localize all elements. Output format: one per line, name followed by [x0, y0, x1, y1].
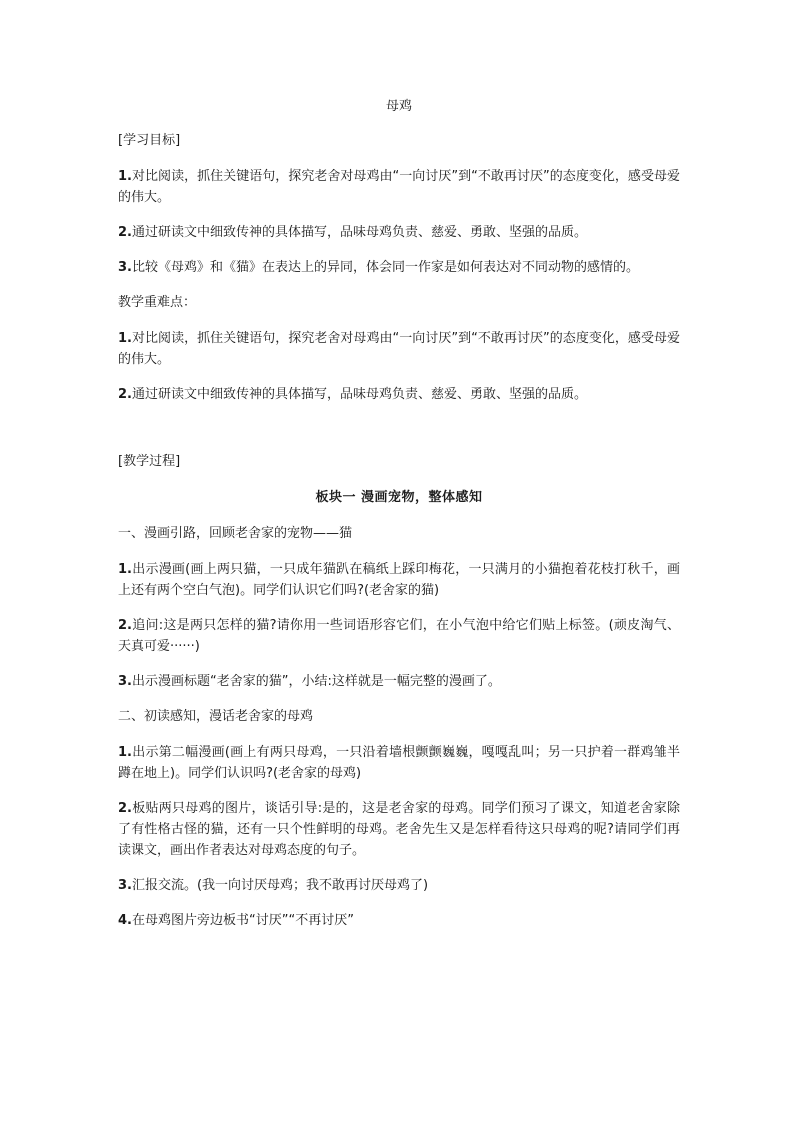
part2-item	[118, 875, 680, 896]
goal-text: 比较《母鸡》和《猫》在表达上的异同，体会同一作家是如何表达对不同动物的感情的。	[131, 260, 639, 275]
part1-item	[118, 671, 680, 692]
goal-text: 对比阅读，抓住关键语句，探究老舍对母鸡由“一向讨厌”到“不敢再讨厌”的态度变化，感受母爱的伟大。	[118, 169, 680, 205]
goal-number: 3.	[118, 260, 132, 275]
part1-text: 出示漫画(画上两只猫，一只成年猫趴在稿纸上踩印梅花，一只满月的小猫抱着花枝打秋千，画上还有两个空白气泡)。同学们认识它们吗?(老舍家的猫)	[118, 562, 680, 598]
part1-number: 3.	[118, 674, 132, 689]
part2-item	[118, 910, 680, 931]
key-point-number: 1.	[118, 331, 132, 346]
part1-text: 追问:这是两只怎样的猫?请你用一些词语形容它们，在小气泡中给它们贴上标签。(顽皮淘气、天真可爱······)	[118, 618, 680, 654]
part2-number: 4.	[118, 913, 132, 928]
block-title: 板块一 漫画宠物，整体感知	[315, 490, 483, 505]
part2-number: 3.	[118, 878, 132, 893]
part1-heading: 一、漫画引路，回顾老舍家的宠物——猫	[118, 526, 353, 541]
part2-text: 汇报交流。(我一向讨厌母鸡；我不敢再讨厌母鸡了)	[131, 878, 429, 893]
part2-heading: 二、初读感知，漫话老舍家的母鸡	[118, 709, 314, 724]
key-point-number: 2.	[118, 387, 132, 402]
part2-text: 出示第二幅漫画(画上有两只母鸡，一只沿着墙根颤颤巍巍，嘎嘎乱叫；另一只护着一群鸡雏半蹲在地上)。同学们认识吗?(老舍家的母鸡)	[118, 745, 680, 781]
part1-item	[118, 559, 680, 601]
key-point-item	[118, 384, 680, 405]
part2-item	[118, 742, 680, 784]
goal-text: 通过研读文中细致传神的具体描写，品味母鸡负责、慈爱、勇敢、坚强的品质。	[131, 225, 587, 240]
goal-item	[118, 257, 680, 278]
process-heading: [教学过程]	[118, 454, 181, 469]
part1-text: 出示漫画标题“老舍家的猫”，小结:这样就是一幅完整的漫画了。	[131, 674, 501, 689]
goal-number: 1.	[118, 169, 132, 184]
page-title: 母鸡	[385, 99, 412, 114]
part2-number: 2.	[118, 801, 132, 816]
goal-number: 2.	[118, 225, 132, 240]
part1-item	[118, 615, 680, 657]
part2-text: 板贴两只母鸡的图片，谈话引导:是的，这是老舍家的母鸡。同学们预习了课文，知道老舍家除了有性格古怪的猫，还有一只个性鲜明的母鸡。老舍先生又是怎样看待这只母鸡的呢?请同学们再读课文，画出作者表达对母鸡态度的句子。	[118, 801, 680, 858]
part1-number: 1.	[118, 562, 132, 577]
part2-text: 在母鸡图片旁边板书“讨厌”“不再讨厌”	[131, 913, 354, 928]
key-point-text: 通过研读文中细致传神的具体描写，品味母鸡负责、慈爱、勇敢、坚强的品质。	[131, 387, 587, 402]
goal-item	[118, 166, 680, 208]
key-points-heading: 教学重难点：	[118, 295, 197, 310]
part1-number: 2.	[118, 618, 132, 633]
goal-item	[118, 222, 680, 243]
document-body	[118, 96, 680, 945]
part2-number: 1.	[118, 745, 132, 760]
part2-item	[118, 798, 680, 861]
key-point-item	[118, 328, 680, 370]
key-point-text: 对比阅读，抓住关键语句，探究老舍对母鸡由“一向讨厌”到“不敢再讨厌”的态度变化，感受母爱的伟大。	[118, 331, 680, 367]
learning-goals-heading: [学习目标]	[118, 133, 181, 148]
spacer	[118, 419, 680, 451]
